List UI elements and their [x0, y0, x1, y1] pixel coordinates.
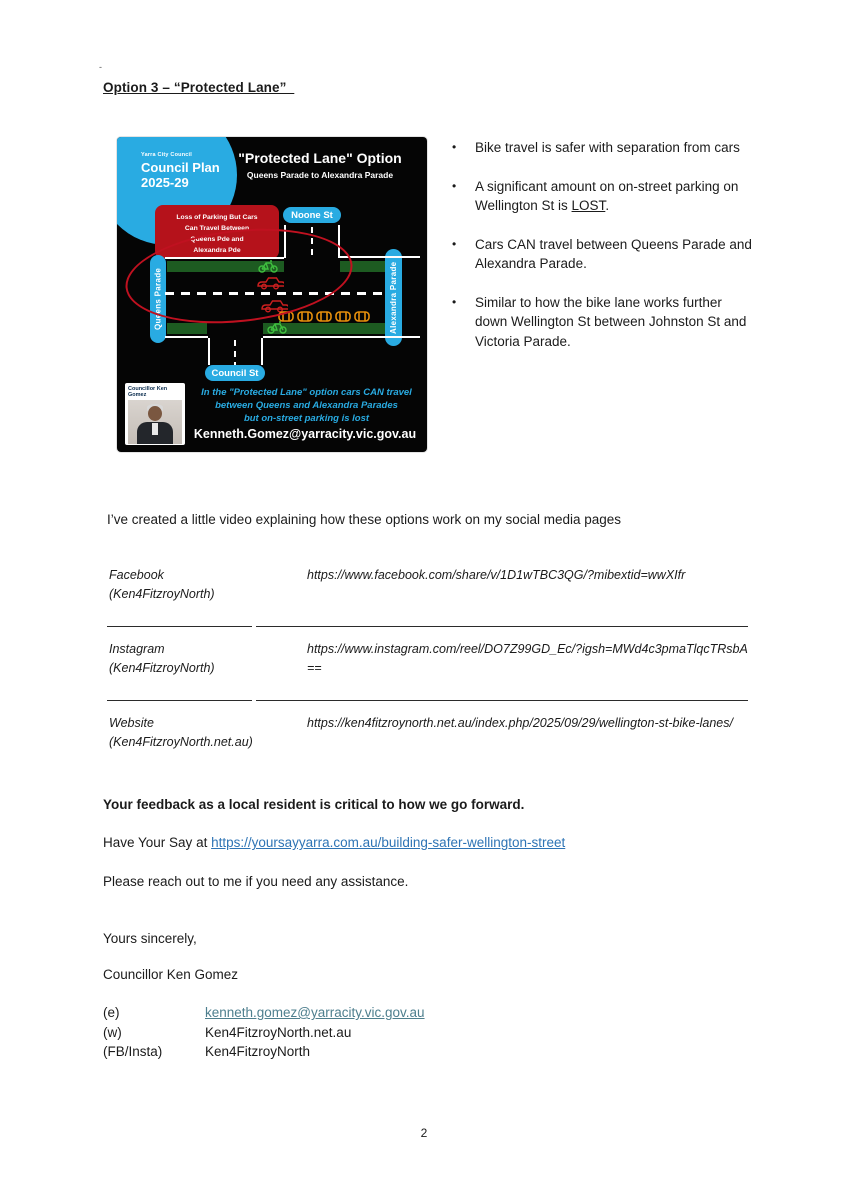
- contact-row-email: [103, 1003, 425, 1023]
- page-number: 2: [420, 1126, 428, 1140]
- road-edge: [261, 338, 263, 365]
- stray-mark: -: [99, 62, 102, 72]
- infographic-title: "Protected Lane" Option: [238, 150, 402, 166]
- list-item: • Similar to how the bike lane works further down Wellington St between Johnston St and Victoria Parade.: [452, 293, 752, 352]
- contact-label: (w): [103, 1024, 122, 1040]
- social-links-table: [107, 553, 748, 774]
- platform-url: https://www.instagram.com/reel/DO7Z99GD_Ec/?igsh=MWd4c3pmaTlqcTRsbA==: [256, 627, 748, 701]
- contact-label: (FB/Insta): [103, 1044, 163, 1059]
- street-label-noone-st: Noone St: [283, 207, 341, 223]
- street-label-alexandra-parade: Alexandra Parade: [385, 249, 402, 346]
- platform-handle: (Ken4FitzroyNorth): [109, 587, 215, 601]
- list-item: • A significant amount on on-street parking on Wellington St is LOST.: [452, 177, 752, 216]
- councillor-photo-card: [125, 383, 185, 445]
- assistance-line: Please reach out to me if you need any assistance.: [103, 874, 409, 889]
- social-handle-value: Ken4FitzroyNorth: [205, 1044, 311, 1059]
- councillor-headshot: [128, 400, 182, 444]
- list-item: • Cars CAN travel between Queens Parade and Alexandra Parade.: [452, 235, 752, 274]
- intro-paragraph: I’ve created a little video explaining how these options work on my social media pages: [107, 512, 622, 527]
- bike-lane-strip: [167, 323, 207, 334]
- table-row: [107, 627, 748, 701]
- infographic-email: Kenneth.Gomez@yarracity.vic.gov.au: [193, 427, 417, 441]
- have-your-say-link[interactable]: https://yoursayyarra.com.au/building-safer-wellington-street: [211, 835, 566, 850]
- infographic-subtitle: Queens Parade to Alexandra Parade: [246, 170, 394, 180]
- feedback-statement: Your feedback as a local resident is critical to how we go forward.: [103, 797, 525, 812]
- contact-row-website: [103, 1023, 425, 1043]
- signature-name: Councillor Ken Gomez: [103, 967, 239, 982]
- infographic-image: [117, 137, 427, 452]
- road-edge: [263, 336, 420, 338]
- bullet-marker: •: [452, 236, 457, 251]
- contact-row-social: [103, 1042, 425, 1062]
- platform-url: https://ken4fitzroynorth.net.au/index.php/2025/09/29/wellington-st-bike-lanes/: [307, 716, 733, 730]
- platform-handle: (Ken4FitzroyNorth): [109, 661, 215, 675]
- parking-callout: Loss of Parking But Cars Can Travel Between Queens Pde and Alexandra Pde: [155, 205, 279, 259]
- email-link[interactable]: kenneth.gomez@yarracity.vic.gov.au: [205, 1005, 425, 1020]
- platform-handle: (Ken4FitzroyNorth.net.au): [109, 735, 253, 749]
- contact-block: [103, 1003, 425, 1062]
- road-edge: [165, 336, 208, 338]
- website-value: Ken4FitzroyNorth.net.au: [205, 1024, 352, 1040]
- bicycle-icon: [267, 320, 287, 334]
- bullet-marker: •: [452, 178, 457, 193]
- contact-label: (e): [103, 1005, 120, 1020]
- page-title: Option 3 – “Protected Lane”: [103, 80, 287, 95]
- road-centerline: [234, 340, 236, 365]
- badge-title: Council Plan: [141, 160, 220, 175]
- street-label-queens-parade: Queens Parade: [150, 255, 166, 343]
- platform-label: Instagram: [109, 642, 165, 656]
- table-row: [107, 553, 748, 627]
- key-points-list: [452, 138, 752, 370]
- road-edge: [208, 338, 210, 365]
- platform-label: Facebook: [109, 568, 164, 582]
- badge-years: 2025-29: [141, 175, 189, 190]
- platform-url: https://www.facebook.com/share/v/1D1wTBC3QG/?mibextid=wwXIfr: [256, 553, 748, 627]
- platform-label: Website: [109, 716, 154, 730]
- councillor-photo-caption: Councillor Ken Gomez: [128, 386, 168, 398]
- infographic-caption: In the "Protected Lane" option cars CAN travel between Queens and Alexandra Parades but on-street parking is lost: [201, 387, 412, 424]
- badge-org: Yarra City Council: [141, 152, 192, 158]
- have-your-say-line: Have Your Say at https://yoursayyarra.com.au/building-safer-wellington-street: [103, 835, 566, 850]
- list-item: • Bike travel is safer with separation from cars: [452, 138, 752, 158]
- parked-cars-icons: [278, 311, 374, 322]
- closing-line: Yours sincerely,: [103, 931, 197, 946]
- table-row: [107, 701, 748, 774]
- bullet-marker: •: [452, 140, 457, 154]
- bullet-marker: •: [452, 294, 457, 309]
- street-label-council-st: Council St: [205, 365, 265, 381]
